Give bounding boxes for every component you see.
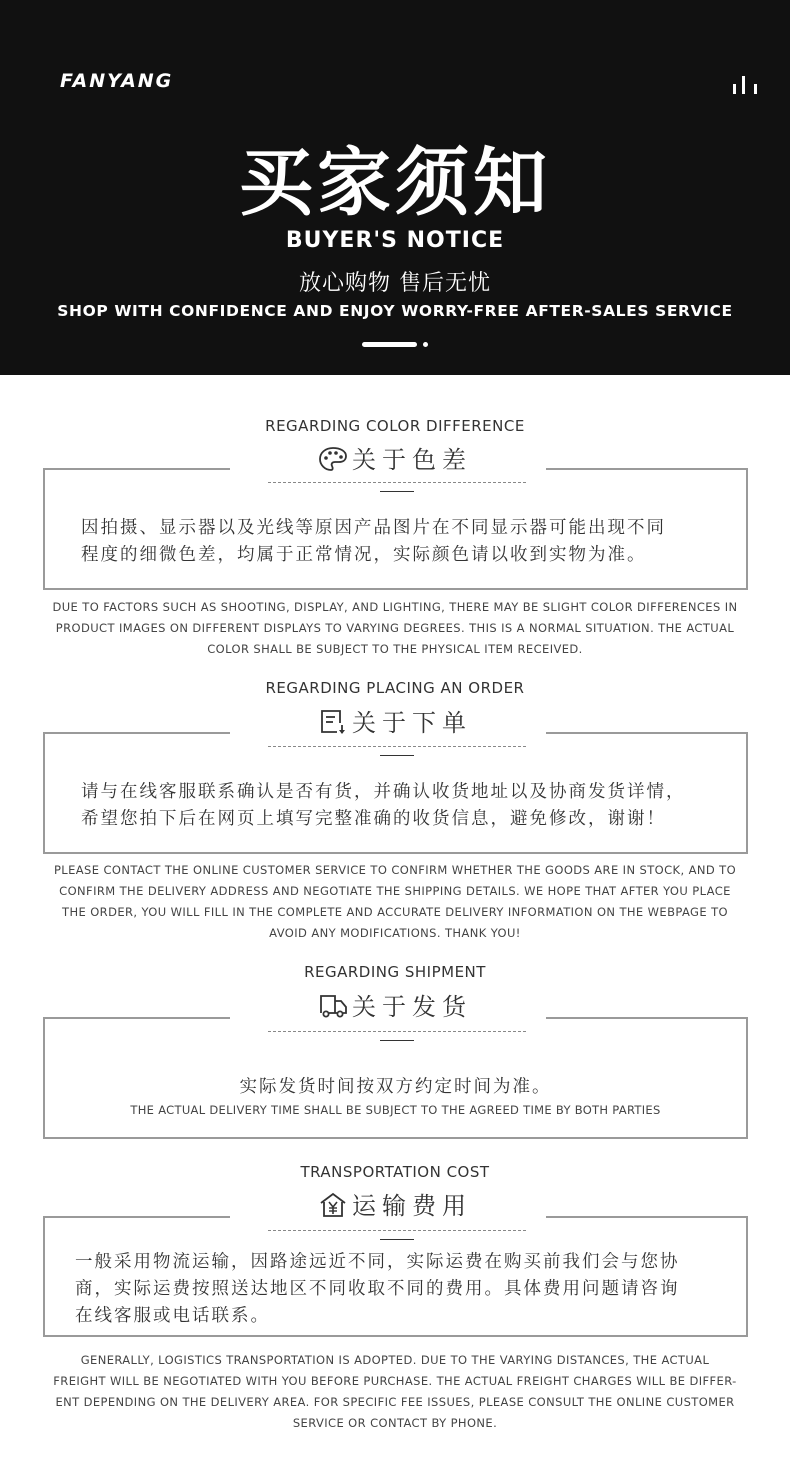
slogan-cn: 放心购物 售后无忧 xyxy=(299,271,491,296)
color-section-title: 关于色差 xyxy=(352,446,472,474)
divider-dash xyxy=(362,342,417,347)
page-subtitle: BUYER'S NOTICE xyxy=(285,228,505,253)
slogan-en: SHOP WITH CONFIDENCE AND ENJOY WORRY-FREE AFTER-SALES SERVICE xyxy=(57,302,733,320)
order-body-line-2: 希望您拍下后在网页上填写完整准确的收货信息，避免修改，谢谢！ xyxy=(81,809,666,829)
color-note-line-2: PRODUCT IMAGES ON DIFFERENT DISPLAYS TO VARYING DEGREES. THIS IS A NORMAL SITUATION. THE ACTUAL xyxy=(55,621,735,635)
bars-icon xyxy=(730,76,760,94)
order-note-line-4: AVOID ANY MODIFICATIONS. THANK YOU! xyxy=(269,926,521,940)
order-section-heading-en: REGARDING PLACING AN ORDER xyxy=(265,679,525,697)
order-note-line-3: THE ORDER, YOU WILL FILL IN THE COMPLETE AND ACCURATE DELIVERY INFORMATION ON THE WEBPAGE TO xyxy=(62,905,728,919)
cost-note-line-2: FREIGHT WILL BE NEGOTIATED WITH YOU BEFORE PURCHASE. THE ACTUAL FREIGHT CHARGES WILL BE DIFFER- xyxy=(53,1374,737,1388)
order-notice-box xyxy=(43,732,748,854)
cost-note-line-1: GENERALLY, LOGISTICS TRANSPORTATION IS ADOPTED. DUE TO THE VARYING DISTANCES, THE ACTUAL xyxy=(80,1353,710,1367)
color-note-line-1: DUE TO FACTORS SUCH AS SHOOTING, DISPLAY, AND LIGHTING, THERE MAY BE SLIGHT COLOR DIFFERENCES IN xyxy=(52,600,738,614)
order-body-line-1: 请与在线客服联系确认是否有货，并确认收货地址以及协商发货详情， xyxy=(81,782,686,802)
truck-icon xyxy=(318,992,348,1020)
color-note xyxy=(40,597,750,660)
color-section-heading-en: REGARDING COLOR DIFFERENCE xyxy=(265,417,525,435)
order-section-title: 关于下单 xyxy=(352,709,472,737)
order-note-line-2: CONFIRM THE DELIVERY ADDRESS AND NEGOTIATE THE SHIPPING DETAILS. WE HOPE THAT AFTER YOU PLACE xyxy=(59,884,731,898)
cost-note-line-4: SERVICE OR CONTACT BY PHONE. xyxy=(292,1416,498,1430)
brand-logo: FANYANG xyxy=(60,70,174,92)
cost-section-heading-en: TRANSPORTATION COST xyxy=(300,1163,490,1181)
shipment-body: 实际发货时间按双方约定时间为准。 xyxy=(239,1077,552,1097)
cost-body-line-2: 商，实际运费按照送达地区不同收取不同的费用。具体费用问题请咨询 xyxy=(75,1279,680,1299)
color-body-line-1: 因拍摄、显示器以及光线等原因产品图片在不同显示器可能出现不同 xyxy=(81,518,666,538)
shipment-body-en: THE ACTUAL DELIVERY TIME SHALL BE SUBJECT TO THE AGREED TIME BY BOTH PARTIES xyxy=(130,1103,661,1117)
cost-note xyxy=(40,1350,750,1434)
shipment-section-heading-en: REGARDING SHIPMENT xyxy=(304,963,486,981)
cost-notice-box xyxy=(43,1216,748,1337)
cost-note-line-3: ENT DEPENDING ON THE DELIVERY AREA. FOR SPECIFIC FEE ISSUES, PLEASE CONSULT THE ONLINE CUSTOMER xyxy=(55,1395,735,1409)
cost-body-line-3: 在线客服或电话联系。 xyxy=(75,1306,270,1326)
divider-dot xyxy=(423,342,428,347)
color-note-line-3: COLOR SHALL BE SUBJECT TO THE PHYSICAL ITEM RECEIVED. xyxy=(207,642,583,656)
yuan-house-icon xyxy=(318,1191,348,1219)
page-title: 买家须知 xyxy=(239,140,551,226)
cost-body-line-1: 一般采用物流运输，因路途远近不同，实际运费在购买前我们会与您协 xyxy=(75,1252,680,1272)
header-banner xyxy=(0,0,790,375)
order-note-line-1: PLEASE CONTACT THE ONLINE CUSTOMER SERVICE TO CONFIRM WHETHER THE GOODS ARE IN STOCK, AND TO xyxy=(53,863,737,877)
color-notice-box xyxy=(43,468,748,590)
color-body-line-2: 程度的细微色差，均属于正常情况，实际颜色请以收到实物为准。 xyxy=(81,545,647,565)
cost-section-title: 运输费用 xyxy=(352,1192,472,1220)
shipment-section-title: 关于发货 xyxy=(352,993,472,1021)
shipment-notice-box xyxy=(43,1017,748,1139)
order-note xyxy=(40,860,750,944)
